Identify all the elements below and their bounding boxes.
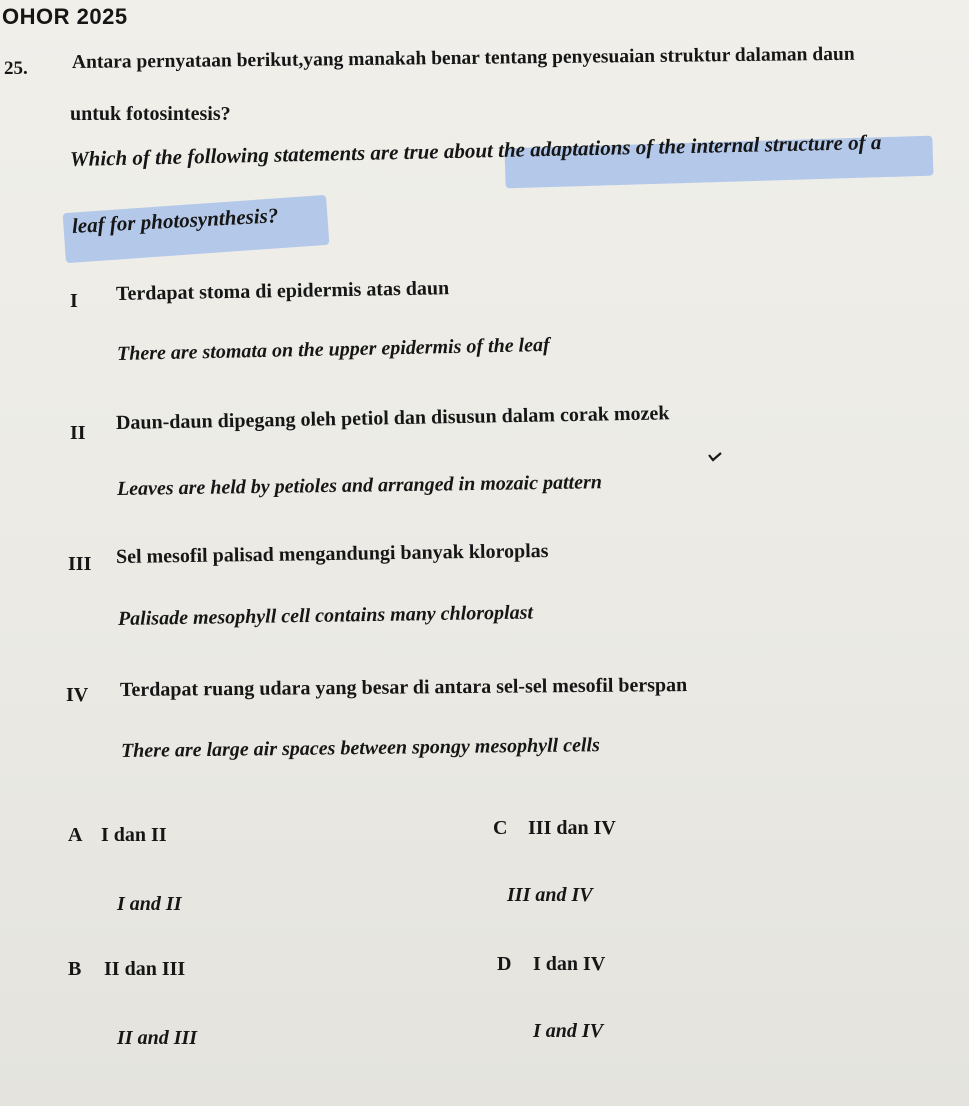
statement-english: Leaves are held by petioles and arranged in mozaic pattern (116, 471, 603, 500)
option-b-malay: II dan III (104, 958, 186, 980)
option-letter-a: A (68, 824, 83, 846)
option-letter-d: D (497, 953, 512, 975)
statement-numeral: IV (66, 684, 89, 706)
statement-numeral: II (70, 422, 86, 444)
statement-english: Palisade mesophyll cell contains many chloroplast (117, 601, 534, 630)
option-letter-b: B (68, 958, 82, 980)
option-letter-c: C (493, 817, 508, 839)
statement-english: There are stomata on the upper epidermis of the leaf (116, 333, 550, 365)
option-b-english: II and III (117, 1027, 198, 1049)
option-d-malay: I dan IV (533, 953, 606, 975)
statement-malay: Daun-daun dipegang oleh petiol dan disusun dalam corak mozek (115, 402, 670, 434)
statement-numeral: III (68, 553, 92, 575)
option-d-english: I and IV (533, 1020, 604, 1042)
statement-english: There are large air spaces between spongy mesophyll cells (120, 734, 600, 762)
question-number: 25. (4, 58, 28, 79)
statement-malay: Sel mesofil palisad mengandungi banyak kloroplas (115, 539, 549, 568)
statement-numeral: I (70, 290, 78, 312)
option-c-malay: III dan IV (528, 817, 616, 839)
question-malay-line-2: untuk fotosintesis? (70, 103, 231, 125)
statement-malay: Terdapat stoma di epidermis atas daun (115, 277, 450, 305)
question-english-line-2: leaf for photosynthesis? (71, 203, 279, 238)
option-c-english: III and IV (507, 884, 593, 906)
pen-tick-mark (708, 452, 722, 462)
option-a-english: I and II (117, 893, 182, 915)
question-malay-line-1: Antara pernyataan berikut,yang manakah benar tentang penyesuaian struktur dalaman daun (71, 43, 855, 73)
question-english-line-1: Which of the following statements are true about the adaptations of the internal structure of a (69, 130, 882, 171)
page-header: OHOR 2025 (2, 4, 128, 29)
statement-malay: Terdapat ruang udara yang besar di antara sel-sel mesofil berspan (119, 674, 688, 701)
option-a-malay: I dan II (101, 824, 167, 846)
